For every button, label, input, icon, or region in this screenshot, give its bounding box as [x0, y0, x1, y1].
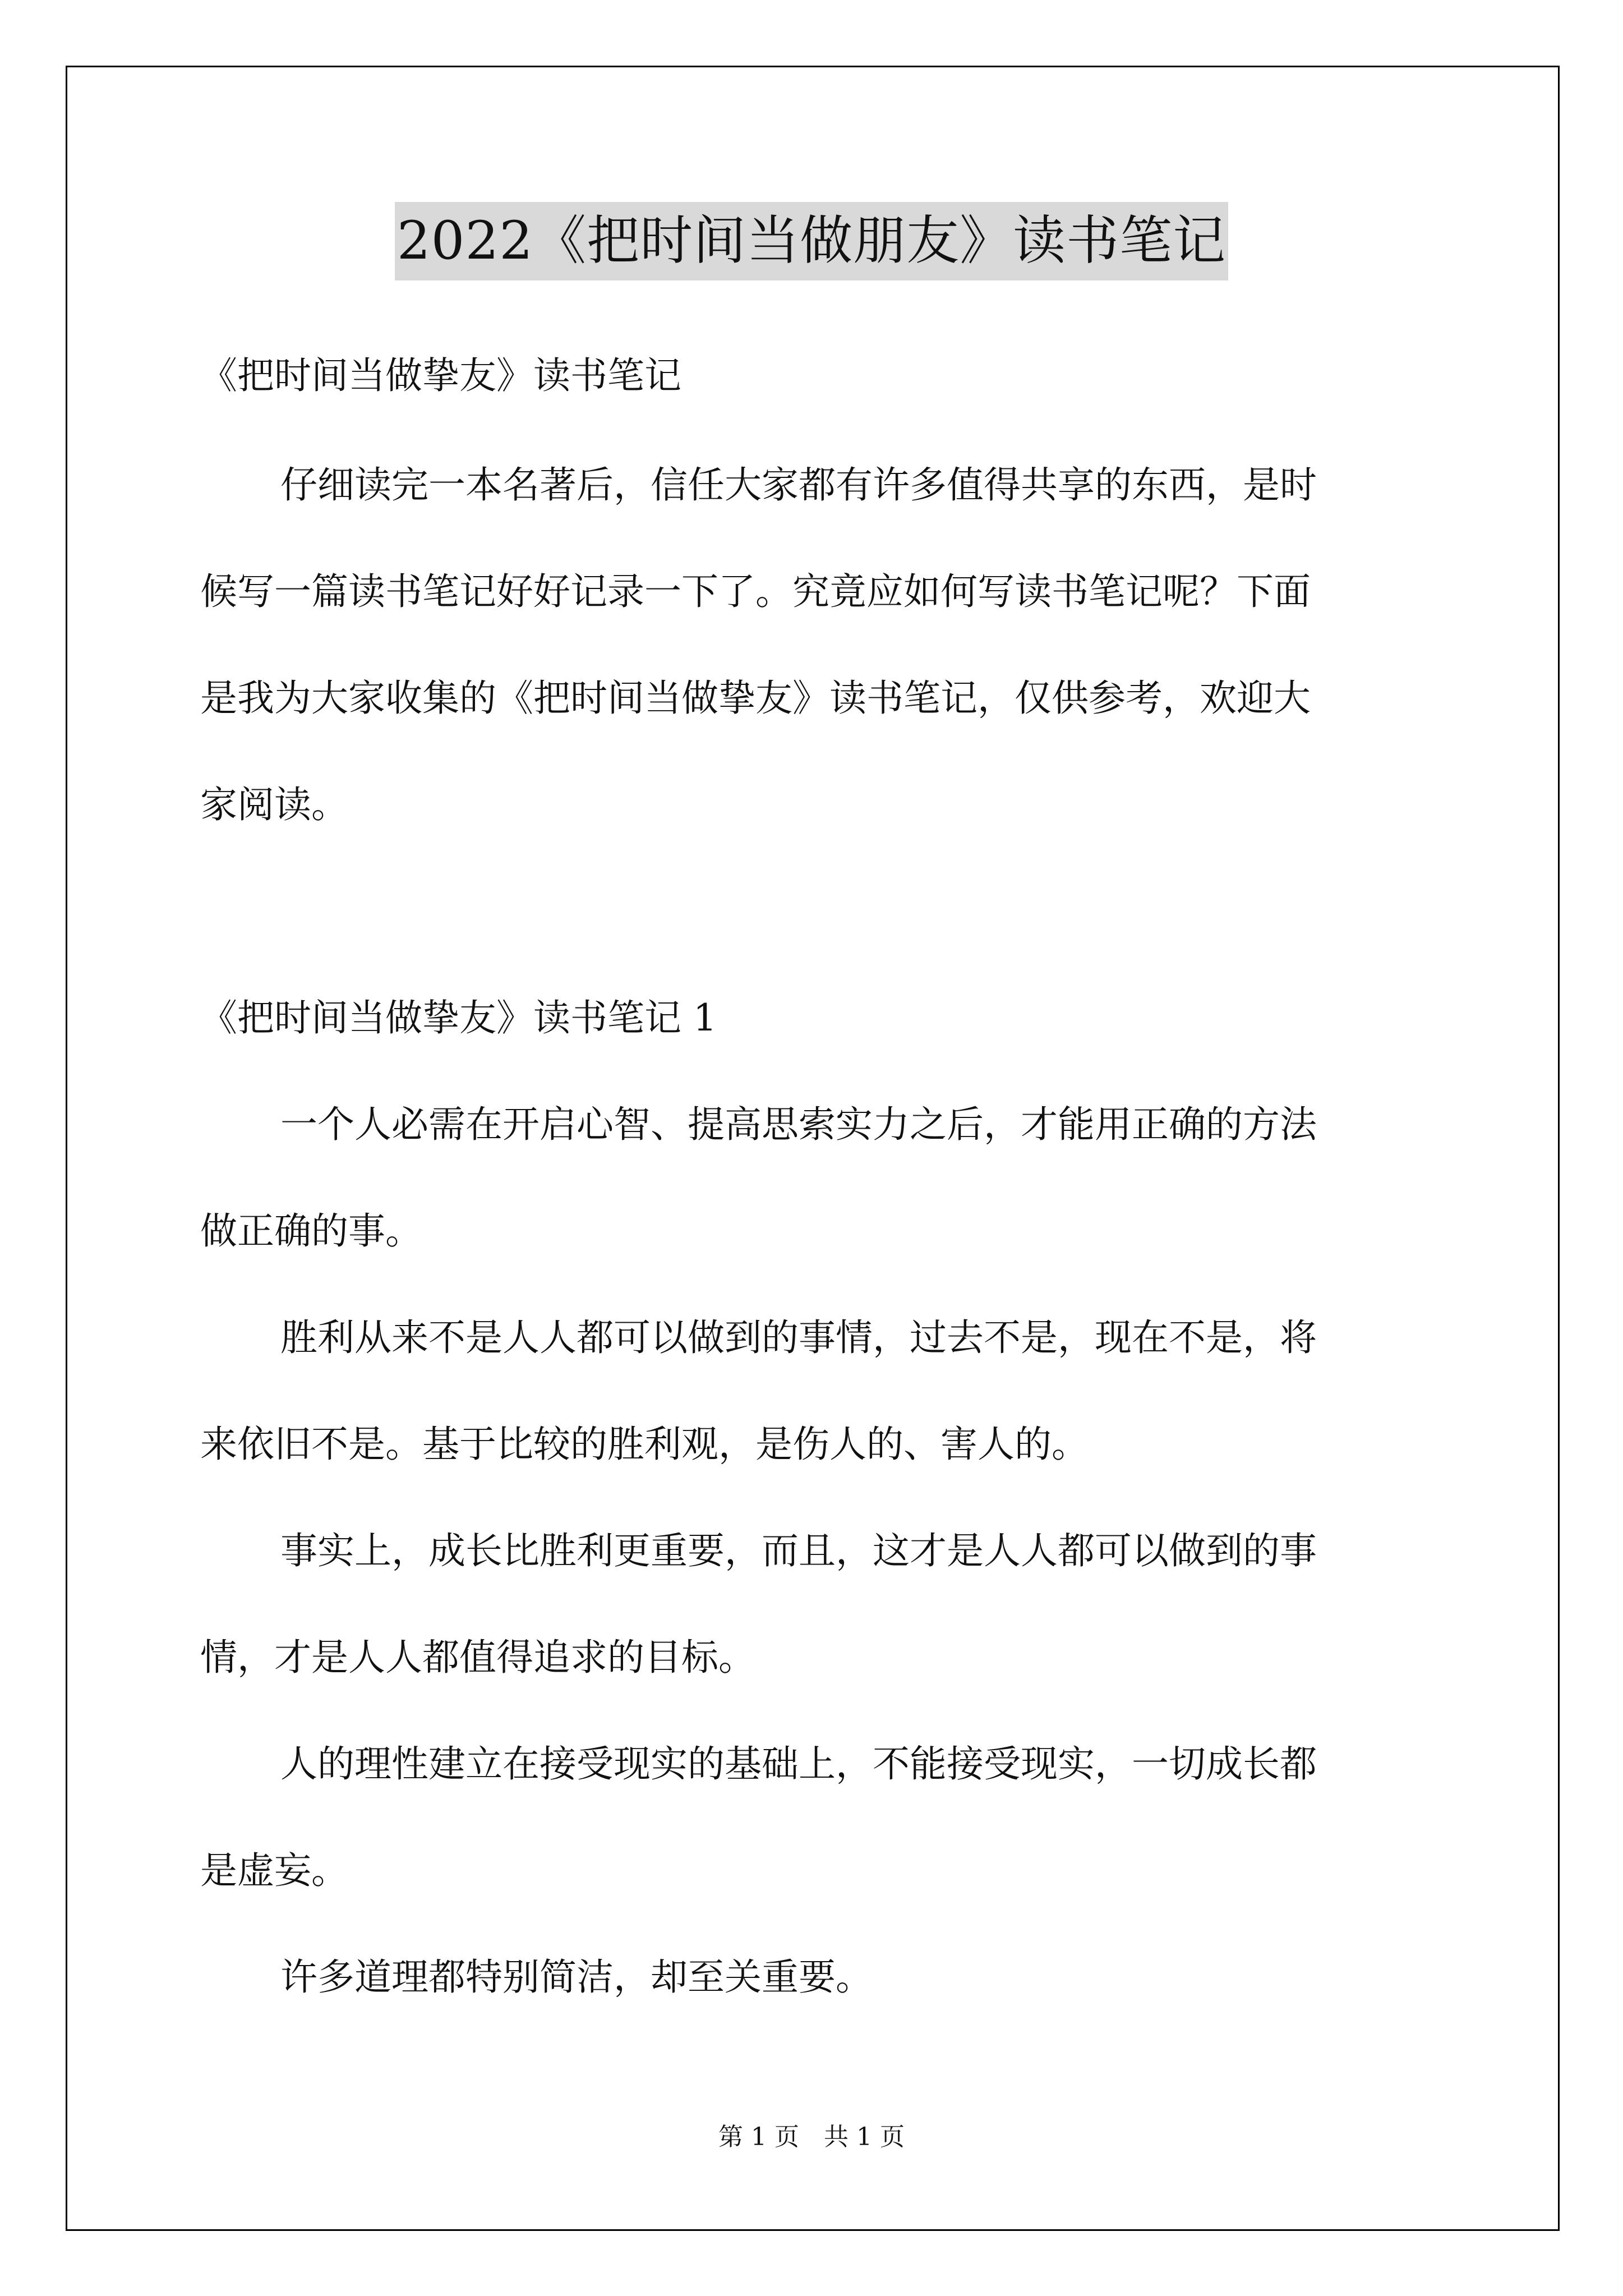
body-line: 一个人必需在开启心智、提高思索实力之后，才能用正确的方法 [280, 1103, 1317, 1146]
title-container [0, 202, 1623, 280]
intro-line: 候写一篇读书笔记好好记录一下了。究竟应如何写读书笔记呢？下面 [200, 570, 1311, 613]
intro-line: 家阅读。 [200, 783, 348, 826]
intro-line: 仔细读完一本名著后，信任大家都有许多值得共享的东西，是时 [280, 463, 1317, 507]
body-line: 许多道理都特别简洁，却至关重要。 [280, 1955, 873, 1999]
document-title: 2022《把时间当做朋友》读书笔记 [395, 202, 1228, 280]
body-line: 情，才是人人都值得追求的目标。 [200, 1636, 755, 1679]
section-heading: 《把时间当做挚友》读书笔记 1 [200, 996, 717, 1039]
body-line: 事实上，成长比胜利更重要，而且，这才是人人都可以做到的事 [280, 1529, 1317, 1572]
body-line: 胜利从来不是人人都可以做到的事情，过去不是，现在不是，将 [280, 1316, 1317, 1359]
body-line: 人的理性建立在接受现实的基础上，不能接受现实，一切成长都 [280, 1742, 1317, 1786]
body-line: 来依旧不是。基于比较的胜利观，是伤人的、害人的。 [200, 1423, 1089, 1466]
intro-line: 是我为大家收集的《把时间当做挚友》读书笔记，仅供参考，欢迎大 [200, 677, 1311, 720]
page-footer: 第 1 页 共 1 页 [718, 2123, 905, 2151]
body-line: 做正确的事。 [200, 1209, 422, 1253]
subtitle: 《把时间当做挚友》读书笔记 [200, 354, 681, 397]
body-line: 是虚妄。 [200, 1849, 348, 1892]
